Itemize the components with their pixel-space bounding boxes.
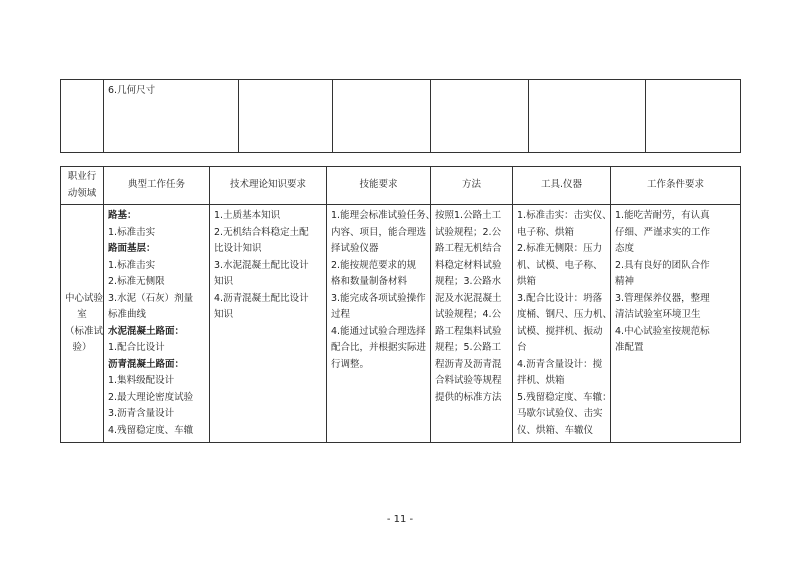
- knowledge-line: 4.沥青混凝土配比设计: [214, 292, 309, 304]
- methods-line: 程沥青及沥青混: [435, 358, 502, 370]
- tools-line: 1.标准击实：击实仪、: [517, 210, 612, 221]
- page-number: - 11 -: [386, 514, 414, 525]
- skills-cell: [327, 205, 436, 443]
- empty-cell: [61, 80, 104, 153]
- empty-cell: [646, 80, 741, 153]
- domain-cell: [61, 205, 104, 443]
- tools-line: 拌机、烘箱: [517, 375, 565, 386]
- tools-line: 5.残留稳定度、车辙：: [517, 391, 612, 403]
- tools-line: 马歇尔试验仪、击实: [517, 408, 603, 419]
- empty-cell: [431, 80, 529, 153]
- conditions-line: 3.管理保养仪器，整理: [615, 292, 710, 304]
- conditions-line: 4.中心试验室按规范标: [615, 325, 710, 337]
- knowledge-cell: [210, 205, 327, 443]
- tools-cell: [513, 205, 611, 443]
- tools-line: 台: [517, 342, 527, 353]
- header-tools: 工具.仪器: [513, 167, 611, 205]
- competency-table: [60, 166, 741, 443]
- methods-line: 试验规程；2.公: [435, 226, 502, 238]
- task-line: 3.沥青含量设计: [108, 408, 175, 419]
- tools-line: 试模、搅拌机、振动: [517, 325, 603, 337]
- header-conditions: 工作条件要求: [611, 167, 741, 205]
- conditions-line: 仔细、严谨求实的工作: [615, 226, 711, 238]
- header-domain: 职业行动领域: [61, 167, 104, 205]
- skills-line: 内容、项目，能合理选: [331, 226, 427, 238]
- skills-line: 2.能按规范要求的规: [331, 259, 417, 271]
- tools-line: 2.标准无侧限：压力: [517, 243, 603, 254]
- knowledge-line: 1.土质基本知识: [214, 210, 281, 221]
- table-row: [61, 205, 741, 443]
- task-line: 2.最大理论密度试验: [108, 391, 194, 403]
- methods-line: 提供的标准方法: [435, 391, 502, 403]
- skills-line: 1.能理会标准试验任务、: [331, 210, 436, 221]
- methods-line: 试验规程；4.公: [435, 309, 502, 320]
- task-line: 标准曲线: [108, 309, 147, 320]
- knowledge-line: 2.无机结合料稳定土配: [214, 226, 309, 238]
- domain-line: （标准试: [65, 325, 104, 337]
- skills-line: 行调整。: [331, 358, 370, 370]
- header-knowledge: 技术理论知识要求: [210, 167, 327, 205]
- skills-line: 4.能通过试验合理选择: [331, 325, 426, 337]
- header-tasks: 典型工作任务: [104, 167, 210, 205]
- task-cell: [104, 80, 239, 153]
- conditions-cell: [611, 205, 741, 443]
- knowledge-line: 知识: [214, 309, 234, 320]
- task-line: 1.标准击实: [108, 226, 156, 238]
- knowledge-line: 知识: [214, 276, 234, 287]
- tasks-cell: [104, 205, 210, 443]
- knowledge-line: 3.水泥混凝土配比设计: [214, 259, 309, 271]
- task-line: 1.集料级配设计: [108, 375, 175, 386]
- conditions-line: 态度: [615, 243, 635, 254]
- empty-cell: [529, 80, 646, 153]
- knowledge-line: 比设计知识: [214, 243, 262, 254]
- methods-line: 按照1.公路土工: [435, 210, 502, 221]
- table-row: [61, 80, 741, 153]
- methods-line: 规程；5.公路工: [435, 342, 502, 353]
- task-line: 2.标准无侧限: [108, 276, 165, 287]
- tools-line: 3.配合比设计：坍落: [517, 292, 603, 304]
- header-methods: 方法: [431, 167, 513, 205]
- conditions-line: 精神: [615, 276, 635, 287]
- tools-line: 电子称、烘箱: [517, 226, 575, 238]
- skills-line: 配合比，并根据实际进: [331, 342, 427, 353]
- skills-line: 3.能完成各项试验操作: [331, 292, 426, 304]
- tools-line: 度桶、钢尺、压力机、: [517, 309, 613, 320]
- conditions-line: 准配置: [615, 342, 644, 353]
- task-line: 1.配合比设计: [108, 342, 165, 353]
- methods-line: 合料试验等规程: [435, 375, 502, 386]
- empty-cell: [239, 80, 333, 153]
- task-line: 1.标准击实: [108, 259, 156, 271]
- task-line: 3.水泥（石灰）剂量: [108, 292, 194, 304]
- conditions-line: 1.能吃苦耐劳，有认真: [615, 210, 710, 221]
- domain-line: 室: [77, 309, 87, 320]
- domain-line: 中心试验: [65, 292, 104, 304]
- methods-line: 路工程集料试验: [435, 325, 502, 337]
- methods-line: 料稳定材料试验: [435, 259, 502, 271]
- task-heading: 路面基层：: [108, 243, 156, 254]
- tools-line: 4.沥青含量设计：搅: [517, 358, 603, 370]
- task-heading: 沥青混凝土路面：: [108, 358, 185, 370]
- geometry-size-text: 6.几何尺寸: [108, 85, 156, 96]
- tools-line: 仪、烘箱、车辙仪: [517, 424, 594, 436]
- conditions-line: 清洁试验室环境卫生: [615, 309, 701, 320]
- methods-line: 路工程无机结合: [435, 243, 502, 254]
- task-heading: 路基：: [108, 210, 137, 221]
- skills-line: 过程: [331, 309, 351, 320]
- methods-cell: [431, 205, 513, 443]
- tools-line: 机、试模、电子称、: [517, 259, 603, 271]
- header-row: [61, 167, 741, 205]
- methods-line: 泥及水泥混凝土: [435, 292, 502, 304]
- empty-cell: [333, 80, 431, 153]
- skills-line: 格和数量制备材料: [331, 276, 408, 287]
- domain-line: 验）: [72, 342, 92, 353]
- methods-line: 规程；3.公路水: [435, 276, 502, 287]
- header-skills: 技能要求: [327, 167, 431, 205]
- skills-line: 择试验仪器: [331, 243, 379, 254]
- task-heading: 水泥混凝土路面：: [108, 325, 185, 337]
- conditions-line: 2.具有良好的团队合作: [615, 259, 710, 271]
- continuation-table: [60, 79, 741, 153]
- task-line: 4.残留稳定度、车辙: [108, 424, 194, 436]
- tools-line: 烘箱: [517, 276, 537, 287]
